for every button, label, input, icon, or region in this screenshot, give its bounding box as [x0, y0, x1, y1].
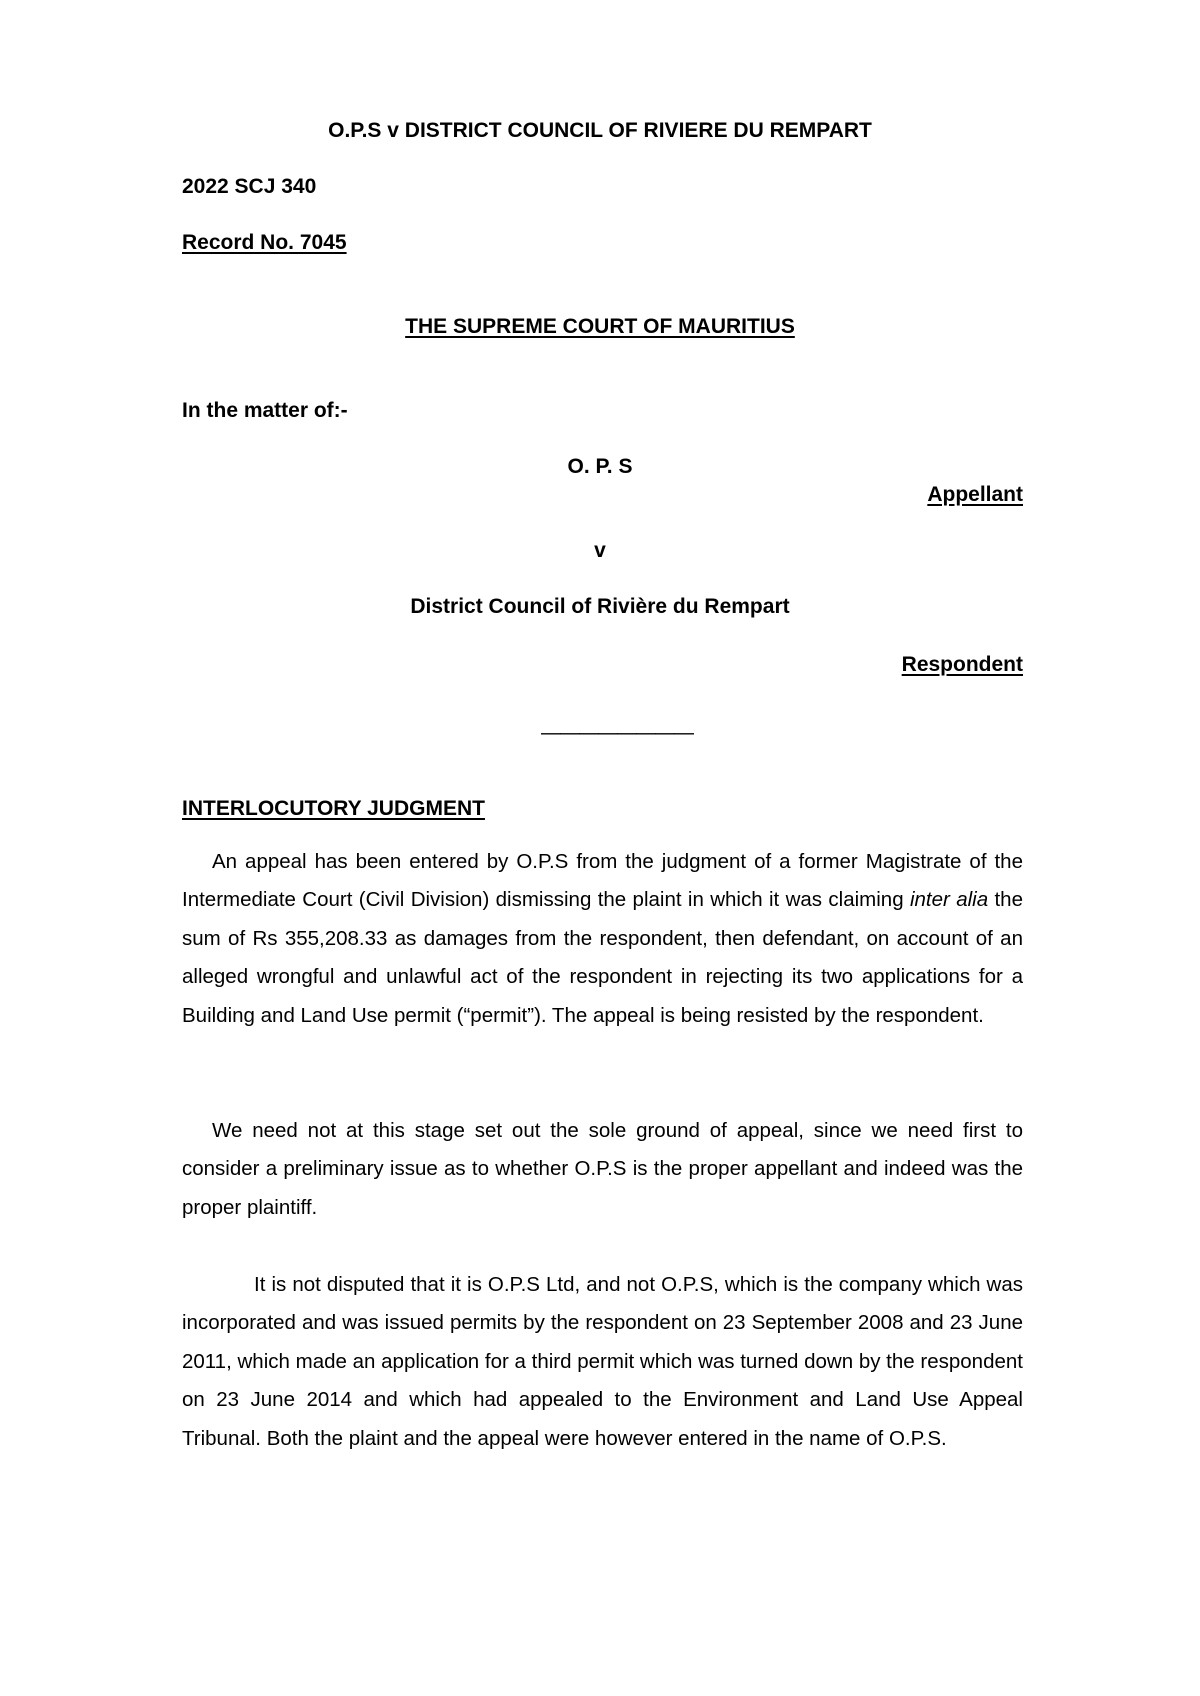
respondent-name: District Council of Rivière du Rempart [410, 595, 790, 618]
appellant-name: O. P. S [567, 455, 633, 478]
court-name: THE SUPREME COURT OF MAURITIUS [405, 315, 795, 338]
case-title: O.P.S v DISTRICT COUNCIL OF RIVIERE DU REMPART [328, 119, 872, 142]
para1-text-start: An appeal has been entered by O.P.S from the judgment of a former Magistrate of the Intermediate Court (Civil Division) dismissing the plaint in which it was claiming [182, 850, 1023, 912]
para3-text: It is not disputed that it is O.P.S Ltd, and not O.P.S, which is the company which was incorporated and was issued permits by the respondent on 23 September 2008 and 23 June 2011, which made an application for a third permit which was turned down by the respondent on 23 June 2014 and which had appealed to the Environment and Land Use Appeal Tribunal. Both the plaint and the appeal were however entered in the name of O.P.S. [182, 1273, 1023, 1450]
judgment-paragraph-3 [182, 1266, 1023, 1458]
versus: v [594, 539, 606, 562]
para1-text-end: the sum of Rs 355,208.33 as damages from the respondent, then defendant, on account of an alleged wrongful and unlawful act of the respondent in rejecting its two applications for a Building and Land Use permit (“permit”). The appeal is being resisted by the respondent. [182, 888, 1023, 1027]
para1-italic-phrase: inter alia [909, 888, 989, 912]
separator-rule: ———————— [541, 722, 693, 744]
para2-text: We need not at this stage set out the sole ground of appeal, since we need first to consider a preliminary issue as to whether O.P.S is the proper appellant and indeed was the proper plaintiff. [182, 1119, 1023, 1219]
respondent-role: Respondent [901, 653, 1023, 676]
judgment-heading: INTERLOCUTORY JUDGMENT [182, 797, 485, 820]
appellant-role: Appellant [927, 483, 1023, 506]
matter-of-label: In the matter of:- [182, 399, 348, 422]
judgment-paragraph-2 [182, 1112, 1023, 1227]
judgment-paragraph-1 [182, 843, 1023, 1035]
citation: 2022 SCJ 340 [182, 175, 317, 198]
record-number: Record No. 7045 [182, 231, 347, 254]
